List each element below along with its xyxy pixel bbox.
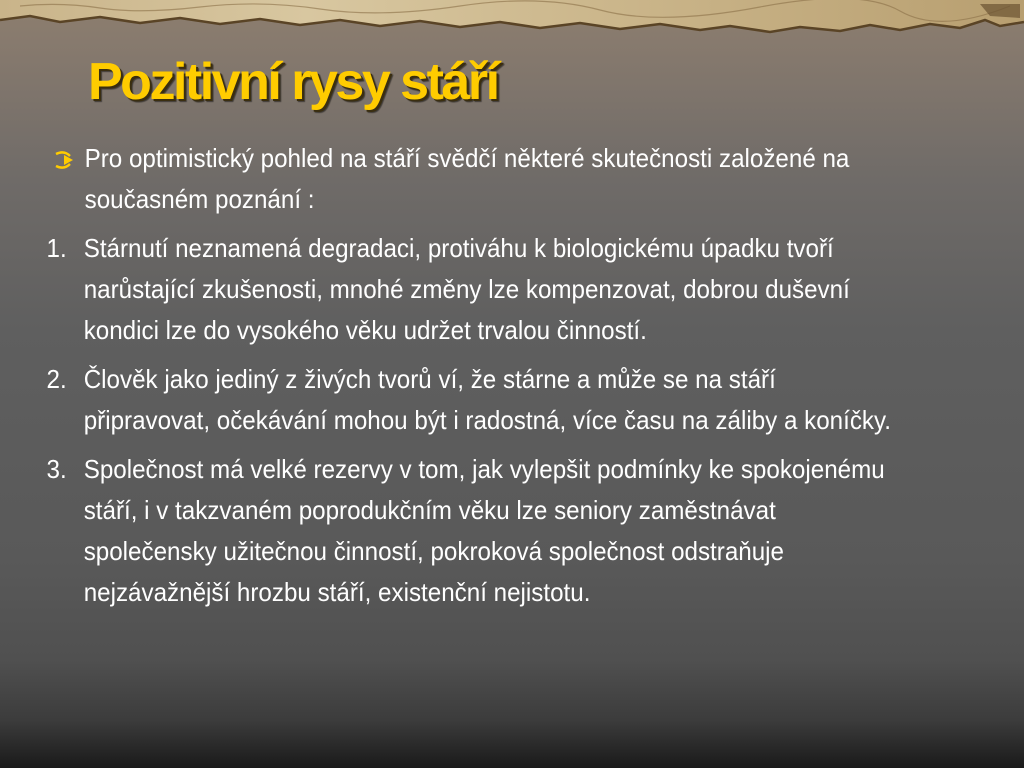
list-item-2 xyxy=(0,359,930,441)
list-item-2-text: Člověk jako jediný z živých tvorů ví, že stárne a může se na stáří připravovat, očekávání mohou být i radostná, více času na záliby a koníčky. xyxy=(83,364,892,435)
list-marker-1: 1. xyxy=(46,233,67,263)
list-marker-2: 2. xyxy=(46,364,67,394)
intro-paragraph: Pro optimistický pohled na stáří svědčí některé skutečnosti založené na současném poznání : xyxy=(84,143,850,214)
list-item-1-text: Stárnutí neznamená degradaci, protiváhu k biologickému úpadku tvoří narůstající zkušenosti, mnohé změny lze kompenzovat, dobrou duševní kondici lze do vysokého věku udržet trvalou činností. xyxy=(83,233,850,345)
list-item-3-text: Společnost má velké rezervy v tom, jak vylepšit podmínky ke spokojenému stáří, i v takzvaném poprodukčním věku lze seniory zaměstnávat společensky užitečnou činností, pokroková společnost odstraňuje nejzávažnější hrozbu stáří, existenční nejistotu. xyxy=(83,454,885,607)
list-item-3 xyxy=(0,449,930,613)
list-item-1 xyxy=(0,228,930,351)
slide-title: Pozitivní rysy stáří xyxy=(88,53,498,111)
slide-body xyxy=(0,138,1024,621)
list-marker-3: 3. xyxy=(46,454,67,484)
torn-parchment-strip xyxy=(0,0,1024,40)
